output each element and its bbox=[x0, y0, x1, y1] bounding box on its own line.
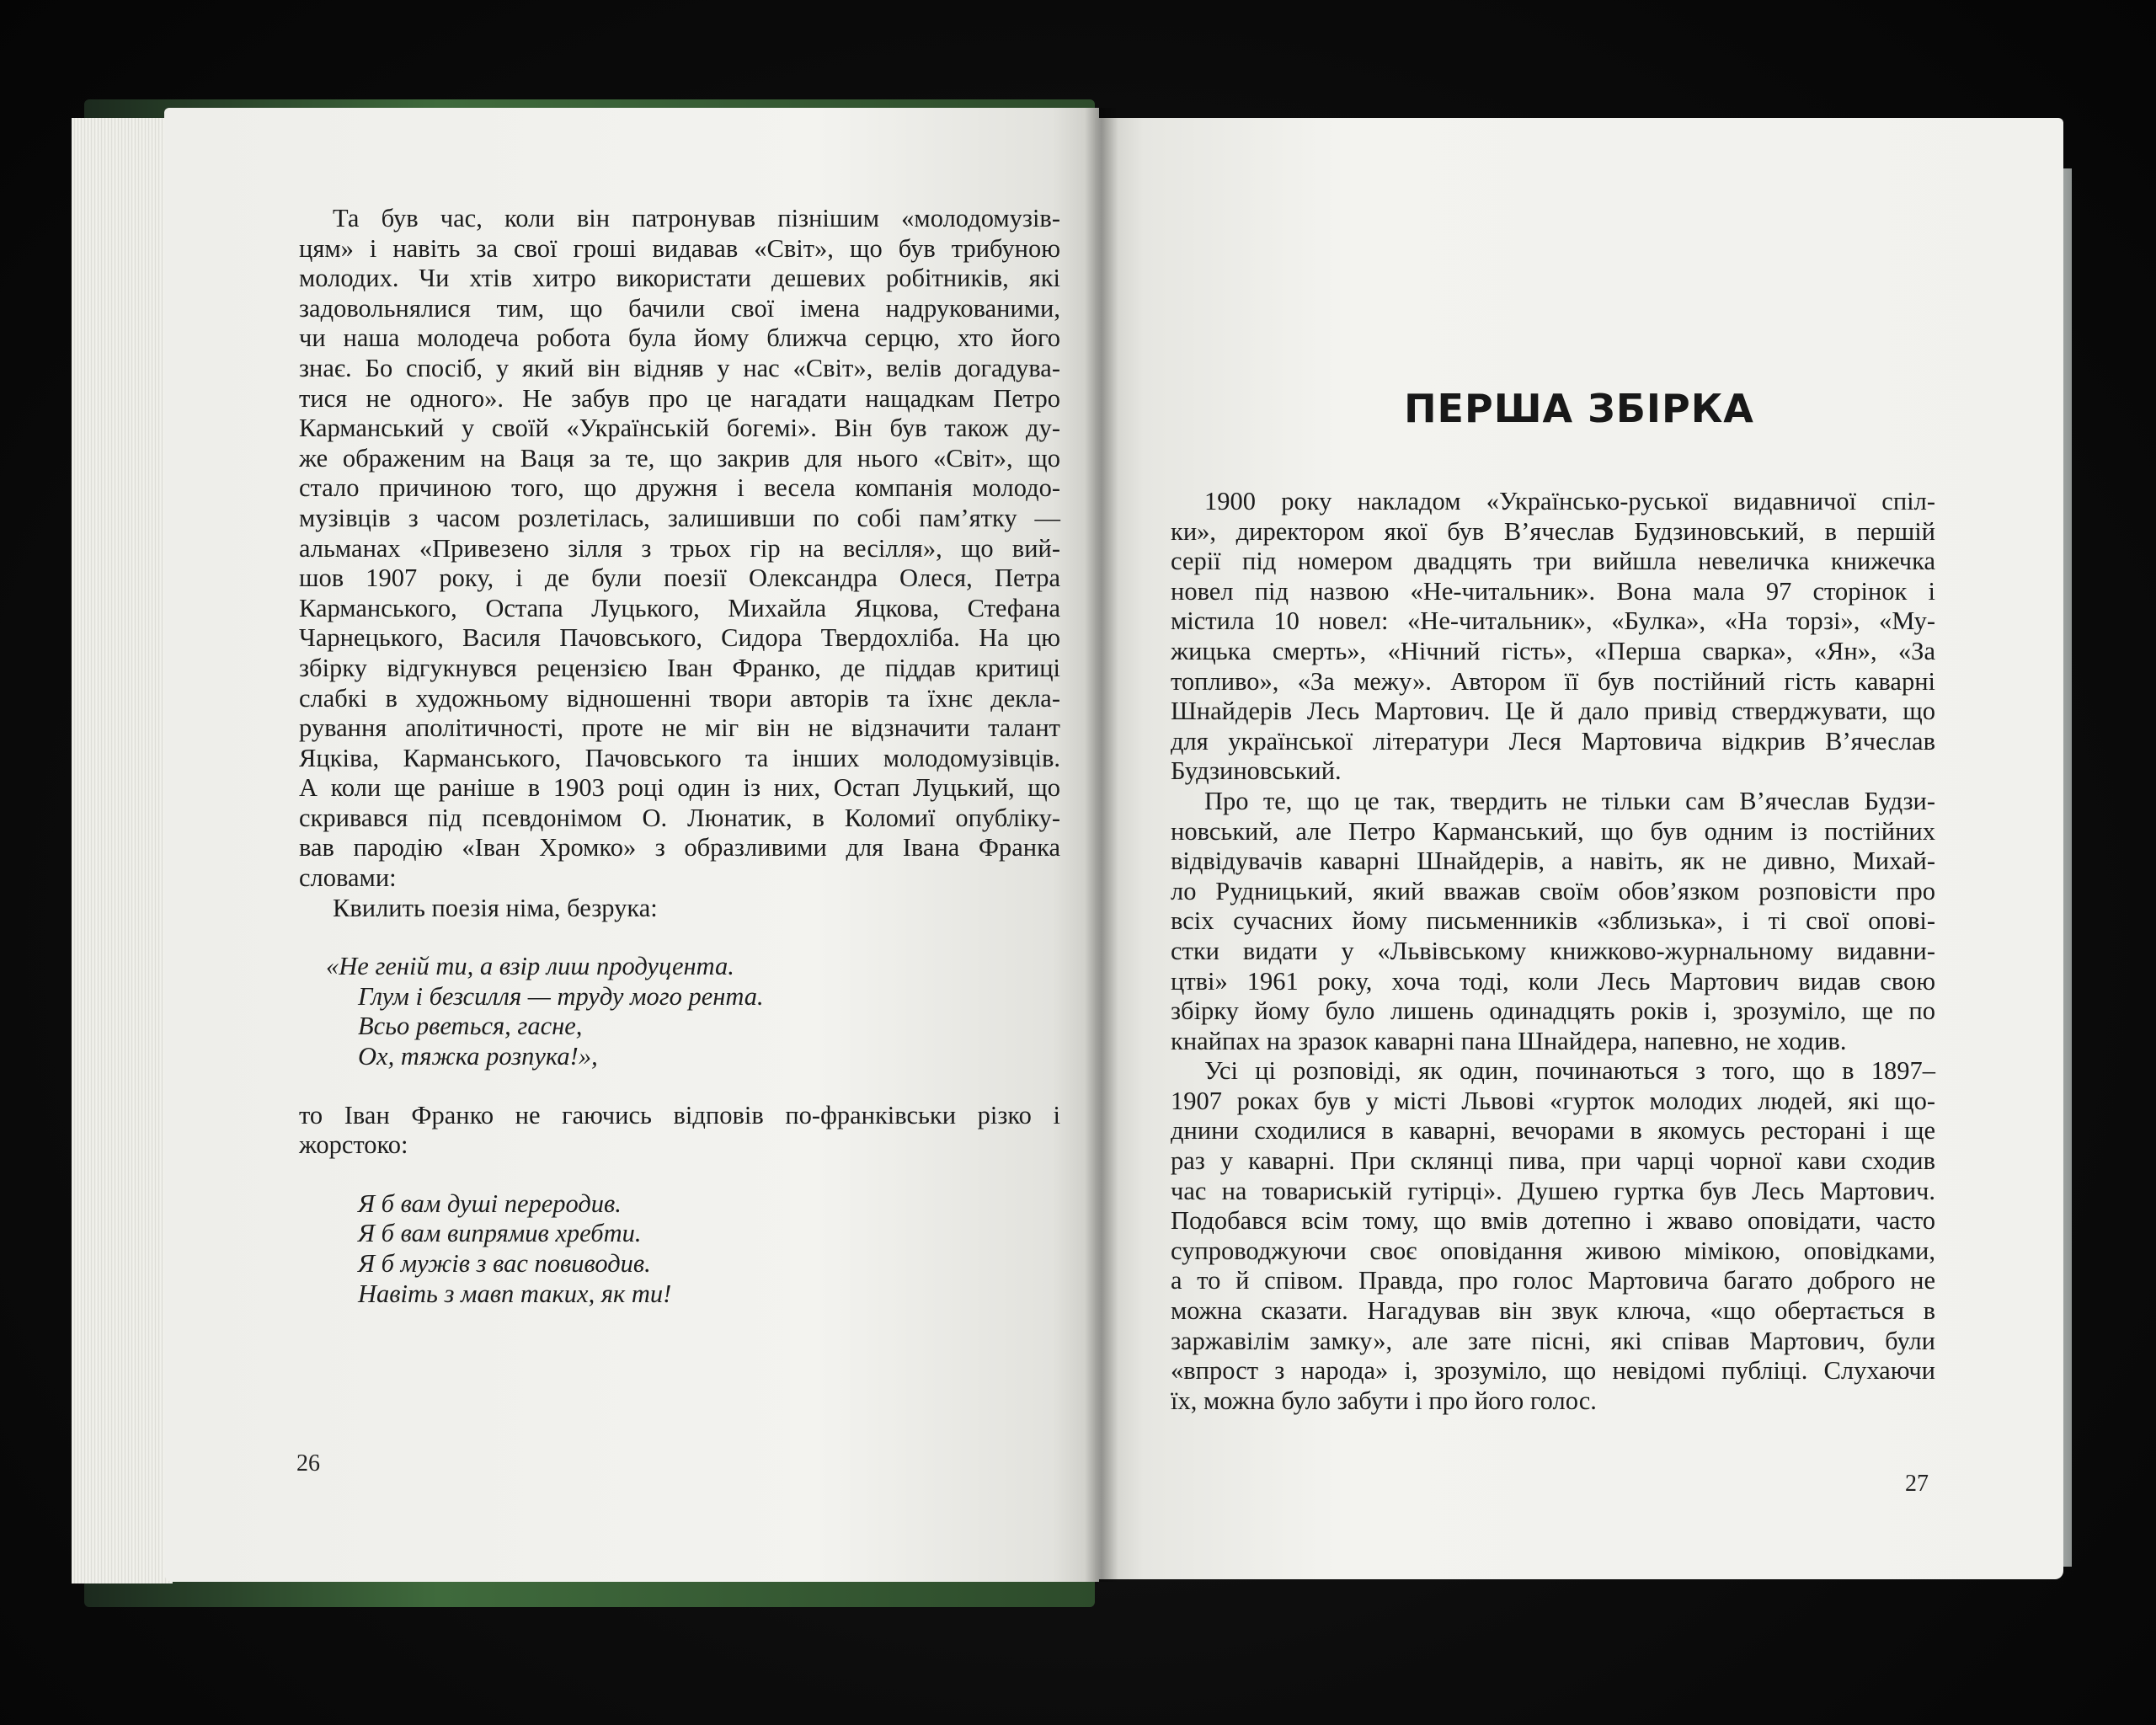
text-line: час на товариській гутірці». Душею гуртка був Лесь Мартович. bbox=[1171, 1176, 1935, 1205]
text-line: Будзиновський. bbox=[1171, 756, 1342, 786]
text-line: Подобався всім тому, що вмів дотепно і жваво оповідати, часто bbox=[1171, 1206, 1935, 1236]
left-verse-2 bbox=[299, 1189, 1060, 1309]
verse-line: «Не геній ти, а взір лиш продуцента. bbox=[326, 952, 734, 981]
text-line: рування аполітичності, проте не міг він не відзначити талант bbox=[299, 713, 1060, 743]
text-line: для української літератури Леся Мартовича відкрив В’ячеслав bbox=[1171, 726, 1935, 756]
text-line: Чарнецького, Василя Пачовського, Сидора Твердохліба. На цю bbox=[299, 623, 1060, 653]
text-line: Усі ці розповіді, як один, починаються з того, що в 1897– bbox=[1204, 1056, 1935, 1086]
left-page-text bbox=[299, 204, 1060, 1309]
verse-line: Я б вам душі переродив. bbox=[358, 1188, 622, 1218]
text-line: вав пародію «Іван Хромко» з образливими для Івана Франка bbox=[299, 833, 1060, 862]
text-line: музівців з часом розлетілась, залишивши по собі пам’ятку — bbox=[299, 503, 1060, 532]
left-intro-line: Квилить поезія німа, безрука: bbox=[333, 893, 658, 922]
text-line: «впрост з народа» і, зрозуміло, що невідомі публіці. Слухаючи bbox=[1171, 1356, 1935, 1386]
verse-line: Навіть з мавп таких, як ти! bbox=[358, 1279, 672, 1308]
verse-line: Ох, тяжка розпука!», bbox=[358, 1042, 598, 1071]
text-line: словами: bbox=[299, 863, 397, 893]
verse-line: Я б вам випрямив хребти. bbox=[358, 1219, 642, 1248]
text-line: Яцківа, Карманського, Пачовського та інших молодомузівців. bbox=[299, 743, 1060, 772]
text-line: стало причиною того, що дружня і весела компанія молодо- bbox=[299, 473, 1060, 503]
text-line: раз у каварні. При склянці пива, при чарці чорної кави сходив bbox=[1171, 1146, 1935, 1176]
text-line: збірку йому було лишень одинадцять років і, зрозуміло, ще по bbox=[1171, 996, 1935, 1026]
verse-line: Я б мужів з вас повиводив. bbox=[358, 1249, 651, 1278]
text-line: А коли ще раніше в 1903 році один із них, Остап Луцький, що bbox=[299, 773, 1060, 803]
verse-line: Глум і безсилля — труду мого рента. bbox=[358, 981, 764, 1011]
text-line: цтві» 1961 року, хоча тоді, коли Лесь Мартович видав свою bbox=[1171, 966, 1935, 996]
text-line: чи наша молодеча робота була йому ближча серцю, хто його bbox=[299, 323, 1060, 353]
text-line: жорстоко: bbox=[299, 1130, 408, 1160]
book-gutter bbox=[1085, 108, 1118, 1582]
text-line: молодих. Чи хтів хитро використати дешевих робітників, які bbox=[299, 264, 1060, 293]
text-line: то Іван Франко не гаючись відповів по-франківськи різко і bbox=[299, 1100, 1060, 1130]
text-line: Карманського, Остапа Луцького, Михайла Яцкова, Стефана bbox=[299, 593, 1060, 622]
text-line: можна сказати. Нагадував він звук ключа, «що обертається в bbox=[1171, 1296, 1935, 1326]
text-line: 1907 роках був у місті Львові «гурток молодих людей, які що- bbox=[1171, 1086, 1935, 1115]
text-line: відвідувачів каварні Шнайдерів, а навіть, як не дивно, Михай- bbox=[1171, 846, 1935, 876]
text-line: Про те, що це так, твердить не тільки сам В’ячеслав Будзи- bbox=[1204, 786, 1935, 815]
text-line: ло Рудницький, який вважав своїм обов’язком розповісти про bbox=[1171, 876, 1935, 905]
chapter-title: ПЕРША ЗБІРКА bbox=[1404, 386, 1754, 431]
text-line: тися не одного». Не забув про це нагадати нащадкам Петро bbox=[299, 383, 1060, 413]
page-number-left: 26 bbox=[296, 1450, 320, 1477]
page-stack-left bbox=[72, 118, 173, 1583]
text-line: стки видати у «Львівському книжково-журнальному видавни- bbox=[1171, 936, 1935, 965]
text-line: кнайпах на зразок каварні пана Шнайдера, напевно, не ходив. bbox=[1171, 1026, 1847, 1055]
left-paragraph-2 bbox=[299, 1101, 1060, 1161]
text-line: задовольнялися тим, що бачили свої імена надрукованими, bbox=[299, 293, 1060, 323]
text-line: альманах «Привезено зілля з трьох гір на весілля», що вий- bbox=[299, 533, 1060, 563]
left-verse-1 bbox=[299, 952, 1060, 1071]
text-line: шов 1907 року, і де були поезії Олександра Олеся, Петра bbox=[299, 563, 1060, 593]
right-paragraph-3 bbox=[1171, 1056, 1935, 1416]
text-line: їх, можна було забути і про його голос. bbox=[1171, 1386, 1597, 1415]
text-line: знає. Бо спосіб, у який він відняв у нас «Світ», велів догадува- bbox=[299, 353, 1060, 382]
text-line: збірку відгукнувся рецензією Іван Франко, де піддав критиці bbox=[299, 653, 1060, 682]
text-line: новел під назвою «Не-читальник». Вона мала 97 сторінок і bbox=[1171, 576, 1935, 606]
verse-line: Всьо рветься, гасне, bbox=[358, 1012, 583, 1041]
text-line: жицька смерть», «Нічний гість», «Перша сварка», «Ян», «За bbox=[1171, 636, 1935, 665]
text-line: всіх сучасних йому письменників «зблизька», і ті свої опові- bbox=[1171, 906, 1935, 936]
left-paragraph-1 bbox=[299, 204, 1060, 894]
right-paragraph-1 bbox=[1171, 487, 1935, 787]
text-line: 1900 року накладом «Українсько-руської видавничої спіл- bbox=[1204, 487, 1935, 515]
text-line: а то й співом. Правда, про голос Мартовича багато доброго не bbox=[1171, 1266, 1935, 1295]
text-line: слабкі в художньому відношенні твори авторів та їхнє декла- bbox=[299, 683, 1060, 713]
text-line: Та був час, коли він патронував пізнішим «молодомузів- bbox=[333, 204, 1060, 232]
right-page-text bbox=[1171, 487, 1935, 1416]
text-line: Карманський у своїй «Українській богемі». Він був також ду- bbox=[299, 414, 1060, 443]
text-line: новський, але Петро Карманський, що був одним із постійних bbox=[1171, 816, 1935, 846]
text-line: супроводжуючи своє оповідання живою мімікою, оповідками, bbox=[1171, 1236, 1935, 1265]
page-number-right: 27 bbox=[1905, 1471, 1929, 1497]
text-line: же ображеним на Ваця за те, що закрив для нього «Світ», що bbox=[299, 443, 1060, 473]
text-line: містила 10 новел: «Не-читальник», «Булка», «На торзі», «Му- bbox=[1171, 606, 1935, 636]
text-line: скривався під псевдонімом О. Люнатик, в Коломиї опубліку- bbox=[299, 803, 1060, 832]
text-line: ки», директором якої був В’ячеслав Будзиновський, в першій bbox=[1171, 516, 1935, 546]
right-paragraph-2 bbox=[1171, 787, 1935, 1056]
text-line: Шнайдерів Лесь Мартович. Це й дало привід стверджувати, що bbox=[1171, 697, 1935, 726]
text-line: серії під номером двадцять три вийшла невеличка книжечка bbox=[1171, 547, 1935, 576]
text-line: топливо», «За межу». Автором її був постійний гість каварні bbox=[1171, 666, 1935, 696]
text-line: цям» і навіть за свої гроші видавав «Світ», що був трибуною bbox=[299, 233, 1060, 263]
text-line: днини сходилися в каварні, вечорами в якомусь ресторані і ще bbox=[1171, 1116, 1935, 1146]
text-line: заржавілім замку», але зате пісні, які співав Мартович, були bbox=[1171, 1326, 1935, 1355]
